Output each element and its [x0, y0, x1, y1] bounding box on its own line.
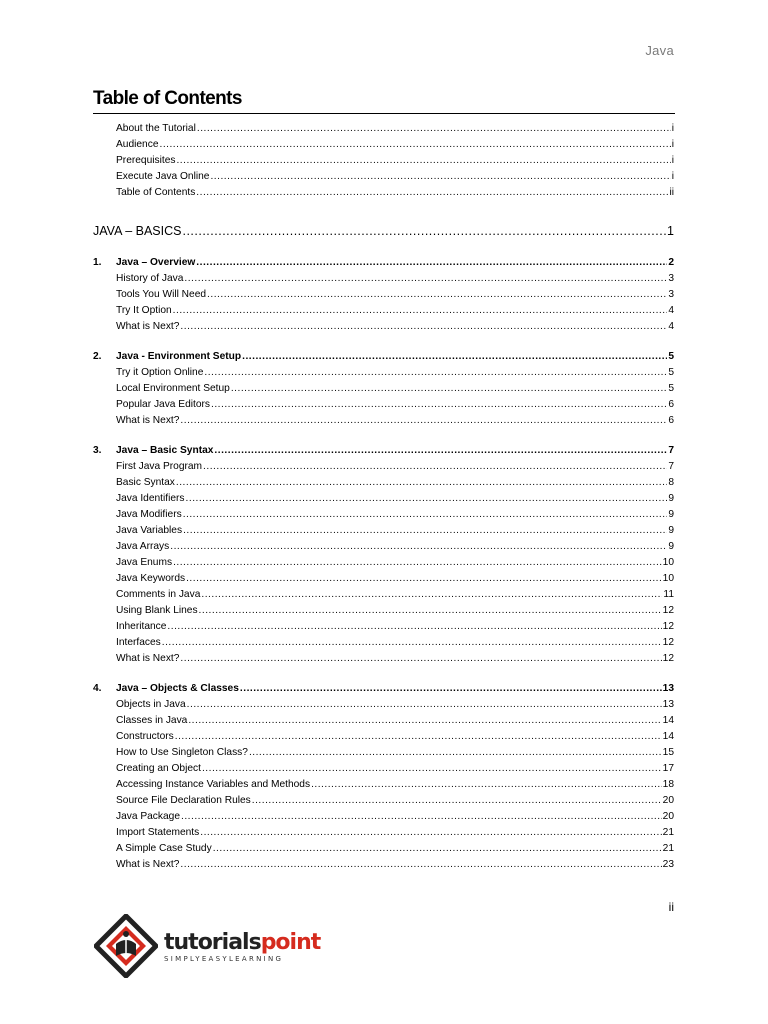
toc-label: Java – Objects & Classes: [116, 683, 239, 694]
tutorialspoint-logo: [94, 914, 344, 978]
toc-label: Execute Java Online: [116, 171, 210, 182]
toc-entry-row[interactable]: [93, 841, 674, 857]
toc-label: Basic Syntax: [116, 477, 175, 488]
toc-page-number: 12: [662, 605, 674, 616]
toc-leader-dots: [167, 619, 661, 635]
toc-label: Constructors: [116, 731, 174, 742]
toc-leader-dots: [173, 555, 662, 571]
toc-page-number: 7: [668, 461, 674, 472]
toc-page-number: 18: [662, 779, 674, 790]
toc-label: About the Tutorial: [116, 123, 196, 134]
toc-leader-dots: [184, 271, 667, 287]
toc-leader-dots: [173, 303, 668, 319]
title-rule: [93, 113, 675, 114]
toc-entry-row[interactable]: [93, 761, 674, 777]
toc-label: Java – Overview: [116, 257, 196, 268]
toc-entry-row[interactable]: [93, 571, 674, 587]
toc-leader-dots: [196, 185, 668, 201]
toc-page-number: 14: [662, 731, 674, 742]
toc-label: Table of Contents: [116, 187, 196, 198]
toc-label: Objects in Java: [116, 699, 186, 710]
toc-leader-dots: [180, 857, 661, 873]
toc-page-number: 3: [668, 273, 674, 284]
toc-leader-dots: [180, 319, 667, 335]
toc-entry-row[interactable]: [93, 697, 674, 713]
toc-label: Local Environment Setup: [116, 383, 230, 394]
toc-leader-dots: [213, 841, 662, 857]
toc-chapter-row[interactable]: [93, 681, 674, 697]
toc-entry-row[interactable]: [93, 491, 674, 507]
toc-entry-row[interactable]: [93, 365, 674, 381]
toc-entry-row[interactable]: [93, 475, 674, 491]
logo-wordmark: [164, 930, 320, 955]
toc-label: Import Statements: [116, 827, 200, 838]
logo-word-point: point: [260, 930, 321, 955]
toc-leader-dots: [202, 761, 662, 777]
toc-leader-dots: [180, 413, 667, 429]
toc-page-number: i: [671, 171, 674, 182]
toc-page-number: 5: [668, 351, 674, 362]
toc-entry-row[interactable]: [93, 635, 674, 651]
toc-page-number: 13: [662, 683, 674, 694]
toc-page-number: 5: [668, 367, 674, 378]
toc-leader-dots: [231, 381, 667, 397]
toc-entry-row[interactable]: [93, 619, 674, 635]
toc-leader-dots: [183, 523, 667, 539]
toc-label: Java Variables: [116, 525, 183, 536]
logo-diamond-icon: [94, 914, 158, 978]
toc-page-number: 12: [662, 621, 674, 632]
toc-leader-dots: [186, 491, 668, 507]
toc-page-number: 21: [662, 827, 674, 838]
toc-page-number: ii: [669, 187, 674, 198]
toc-label: Prerequisites: [116, 155, 176, 166]
toc-page-number: 5: [668, 383, 674, 394]
toc-label: What is Next?: [116, 415, 180, 426]
toc-chapter-number: 4.: [93, 683, 102, 694]
toc-entry-row[interactable]: [93, 153, 674, 169]
toc-entry-row[interactable]: [93, 809, 674, 825]
page-title: Table of Contents: [93, 88, 242, 109]
toc-chapter-row[interactable]: [93, 255, 674, 271]
toc-page-number: 17: [662, 763, 674, 774]
toc-leader-dots: [203, 459, 667, 475]
toc-label: Interfaces: [116, 637, 161, 648]
toc-part-row[interactable]: [93, 221, 674, 241]
toc-label: Java Enums: [116, 557, 173, 568]
toc-leader-dots: [211, 397, 667, 413]
toc-chapter-number: 2.: [93, 351, 102, 362]
page-header-label: Java: [645, 43, 674, 58]
toc-entry-row[interactable]: [93, 459, 674, 475]
toc-label: Try It Option: [116, 305, 172, 316]
toc-label: History of Java: [116, 273, 184, 284]
toc-page-number: i: [671, 123, 674, 134]
toc-page-number: 20: [662, 811, 674, 822]
toc-label: What is Next?: [116, 859, 180, 870]
toc-leader-dots: [249, 745, 662, 761]
toc-label: Java - Environment Setup: [116, 351, 242, 362]
toc-leader-dots: [186, 571, 662, 587]
toc-entry-row[interactable]: [93, 523, 674, 539]
toc-page-number: 20: [662, 795, 674, 806]
toc-page-number: 12: [662, 653, 674, 664]
toc-entry-row[interactable]: [93, 777, 674, 793]
toc-page-number: i: [671, 139, 674, 150]
toc-page-number: 4: [668, 305, 674, 316]
toc-label: Java Package: [116, 811, 180, 822]
toc-label: Java Arrays: [116, 541, 170, 552]
toc-leader-dots: [188, 713, 661, 729]
toc-label: Tools You Will Need: [116, 289, 207, 300]
toc-label: How to Use Singleton Class?: [116, 747, 248, 758]
toc-leader-dots: [176, 475, 667, 491]
toc-label: Inheritance: [116, 621, 167, 632]
toc-leader-dots: [210, 169, 670, 185]
toc-page-number: 4: [668, 321, 674, 332]
toc-page-number: 14: [662, 715, 674, 726]
toc-page-number: 11: [663, 589, 674, 600]
toc-leader-dots: [187, 697, 662, 713]
toc-label: Comments in Java: [116, 589, 201, 600]
toc-page-number: 2: [668, 257, 674, 268]
toc-page-number: 10: [662, 557, 674, 568]
toc-label: A Simple Case Study: [116, 843, 212, 854]
toc-page-number: 7: [668, 445, 674, 456]
toc-leader-dots: [159, 137, 670, 153]
toc-leader-dots: [207, 287, 667, 303]
toc-entry-row[interactable]: [93, 587, 674, 603]
toc-page-number: 9: [668, 509, 674, 520]
toc-entry-row[interactable]: [93, 603, 674, 619]
toc-label: Java Identifiers: [116, 493, 185, 504]
toc-label: Using Blank Lines: [116, 605, 198, 616]
toc-page-number: 10: [662, 573, 674, 584]
toc-entry-row[interactable]: [93, 287, 674, 303]
toc-leader-dots: [197, 121, 671, 137]
toc-page-number: i: [671, 155, 674, 166]
toc-page-number: 6: [668, 399, 674, 410]
toc-label: Java Modifiers: [116, 509, 182, 520]
toc-chapter-number: 3.: [93, 445, 102, 456]
toc-label: Classes in Java: [116, 715, 188, 726]
footer-page-number: ii: [668, 900, 674, 914]
toc-leader-dots: [170, 539, 667, 555]
toc-leader-dots: [214, 443, 667, 459]
toc-leader-dots: [176, 153, 670, 169]
toc-leader-dots: [183, 507, 668, 523]
toc-chapter-row[interactable]: [93, 443, 674, 459]
toc-page-number: 3: [668, 289, 674, 300]
toc-chapter-row[interactable]: [93, 349, 674, 365]
toc-page-number: 21: [662, 843, 674, 854]
logo-word-tutorials: tutorials: [164, 930, 261, 955]
toc-entry-row[interactable]: [93, 555, 674, 571]
toc-entry-row[interactable]: [93, 729, 674, 745]
logo-tagline: SIMPLYEASYLEARNING: [164, 955, 284, 963]
toc-entry-row[interactable]: [93, 745, 674, 761]
toc-page-number: 8: [668, 477, 674, 488]
toc-entry-row[interactable]: [93, 651, 674, 667]
toc-label: Java Keywords: [116, 573, 186, 584]
toc-label: JAVA – BASICS: [93, 224, 182, 238]
toc-entry-row[interactable]: [93, 507, 674, 523]
toc-entry-row[interactable]: [93, 713, 674, 729]
toc-label: Try it Option Online: [116, 367, 204, 378]
toc-leader-dots: [240, 681, 662, 697]
toc-entry-row[interactable]: [93, 271, 674, 287]
toc-entry-row[interactable]: [93, 413, 674, 429]
toc-entry-row[interactable]: [93, 793, 674, 809]
toc-label: What is Next?: [116, 321, 180, 332]
toc-page-number: 15: [662, 747, 674, 758]
toc-page-number: 9: [668, 493, 674, 504]
toc-entry-row[interactable]: [93, 825, 674, 841]
toc-page-number: 12: [662, 637, 674, 648]
toc-label: Source File Declaration Rules: [116, 795, 251, 806]
toc-entry-row[interactable]: [93, 169, 674, 185]
toc-page-number: 9: [668, 541, 674, 552]
toc-label: Audience: [116, 139, 159, 150]
toc-label: Java – Basic Syntax: [116, 445, 214, 456]
toc-leader-dots: [201, 587, 662, 603]
toc-label: Accessing Instance Variables and Methods: [116, 779, 311, 790]
toc-leader-dots: [200, 825, 661, 841]
toc-page-number: 9: [668, 525, 674, 536]
table-of-contents: [93, 121, 674, 873]
toc-leader-dots: [204, 365, 667, 381]
toc-entry-row[interactable]: [93, 381, 674, 397]
toc-leader-dots: [242, 349, 667, 365]
toc-entry-row[interactable]: [93, 319, 674, 335]
toc-chapter-number: 1.: [93, 257, 102, 268]
toc-leader-dots: [182, 221, 666, 241]
toc-leader-dots: [175, 729, 662, 745]
toc-page-number: 1: [667, 224, 674, 238]
toc-label: Popular Java Editors: [116, 399, 211, 410]
toc-entry-row[interactable]: [93, 539, 674, 555]
toc-label: Creating an Object: [116, 763, 201, 774]
toc-leader-dots: [311, 777, 662, 793]
toc-page-number: 13: [662, 699, 674, 710]
toc-entry-row[interactable]: [93, 303, 674, 319]
toc-entry-row[interactable]: [93, 185, 674, 201]
toc-label: First Java Program: [116, 461, 203, 472]
toc-leader-dots: [252, 793, 662, 809]
toc-entry-row[interactable]: [93, 857, 674, 873]
toc-entry-row[interactable]: [93, 121, 674, 137]
toc-leader-dots: [196, 255, 667, 271]
toc-page-number: 23: [662, 859, 674, 870]
toc-entry-row[interactable]: [93, 137, 674, 153]
toc-leader-dots: [180, 651, 661, 667]
toc-leader-dots: [181, 809, 662, 825]
toc-leader-dots: [199, 603, 662, 619]
toc-label: What is Next?: [116, 653, 180, 664]
toc-page-number: 6: [668, 415, 674, 426]
toc-leader-dots: [162, 635, 662, 651]
toc-entry-row[interactable]: [93, 397, 674, 413]
